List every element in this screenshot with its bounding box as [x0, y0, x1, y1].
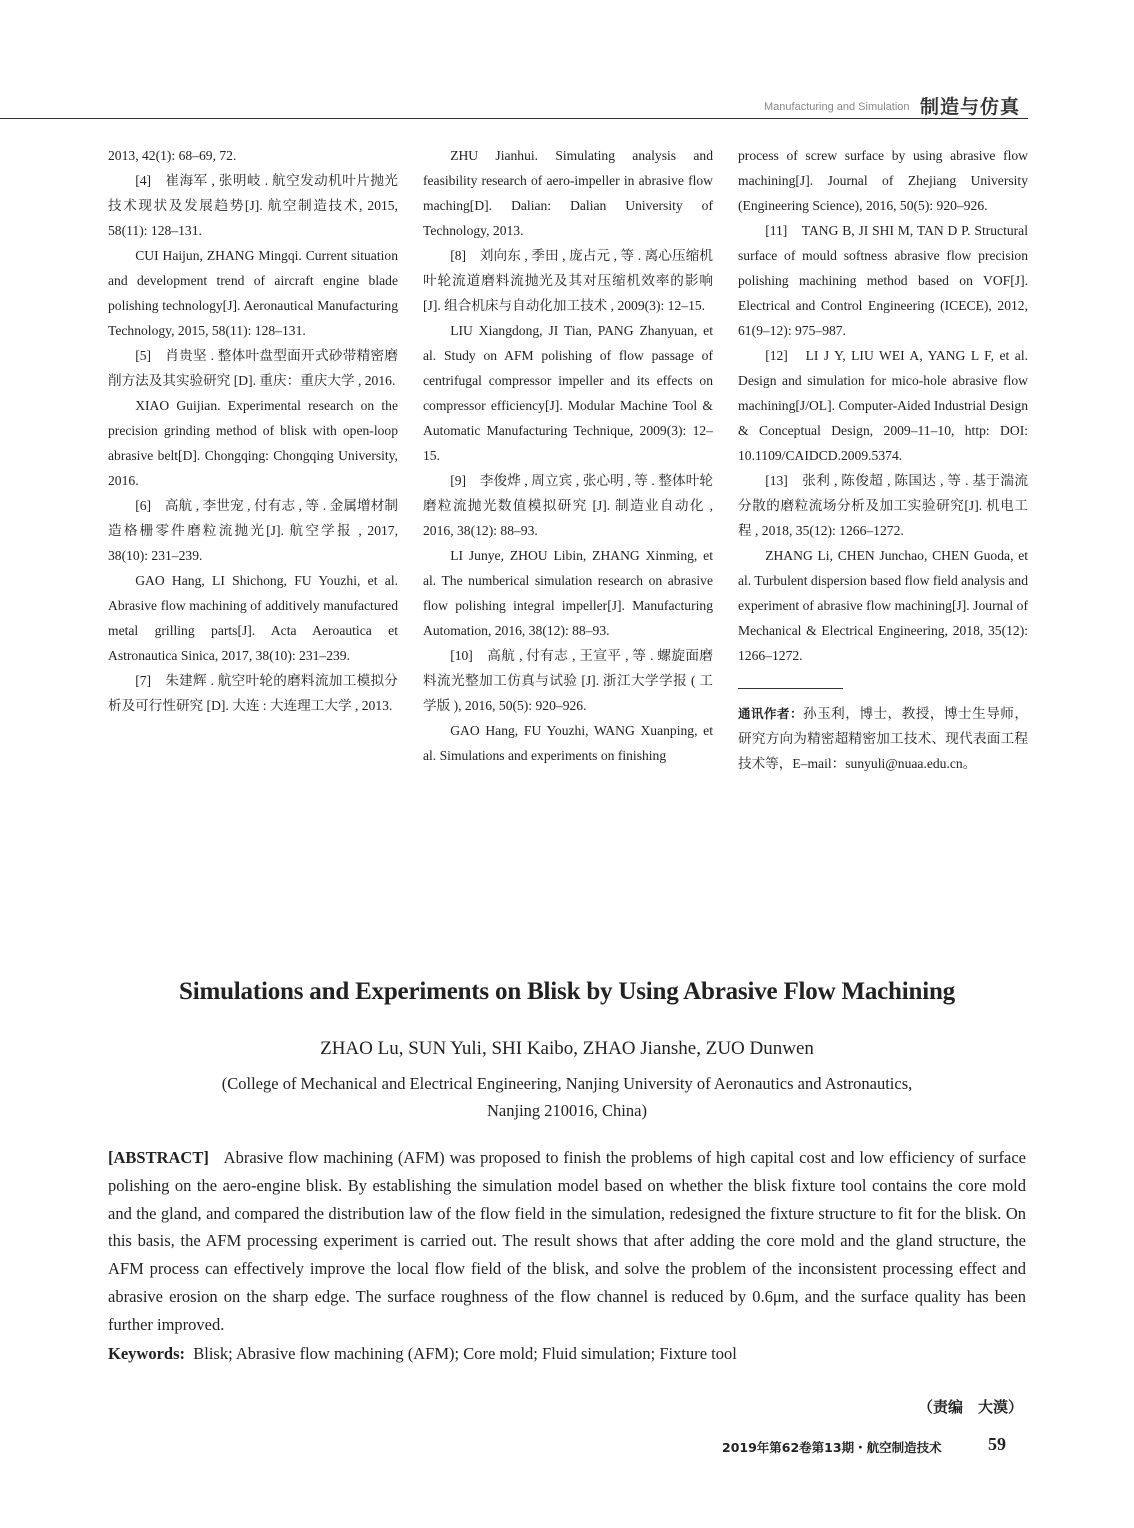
- abstract-label: [ABSTRACT]: [108, 1148, 209, 1167]
- references-column-3: [738, 143, 1028, 776]
- reference-paragraph: ZHU Jianhui. Simulating analysis and feasibility research of aero-impeller in abrasive flow maching[D]. Dalian: Dalian University of Technology, 2013.: [423, 148, 713, 238]
- reference-paragraph: XIAO Guijian. Experimental research on the precision grinding method of blisk with open-loop abrasive belt[D]. Chongqing: Chongqing University, 2016.: [108, 398, 398, 488]
- reference-paragraph: [13] 张利 , 陈俊超 , 陈国达 , 等 . 基于湍流分散的磨粒流场分析及加工实验研究[J]. 机电工程 , 2018, 35(12): 1266–1272.: [738, 473, 1028, 538]
- article-affiliation: [0, 1070, 1134, 1124]
- reference-paragraph: [9] 李俊烨 , 周立宾 , 张心明 , 等 . 整体叶轮磨粒流抛光数值模拟研究 [J]. 制造业自动化 , 2016, 38(12): 88–93.: [423, 473, 713, 538]
- abstract: [108, 1144, 1026, 1339]
- editor-note: （责编 大漠）: [918, 1398, 1024, 1416]
- keywords-label: Keywords:: [108, 1344, 185, 1363]
- keywords: [108, 1340, 1026, 1368]
- reference-paragraph: GAO Hang, LI Shichong, FU Youzhi, et al. Abrasive flow machining of additively manufactured metal grilling parts[J]. Acta Aeroautica et Astronautica Sinica, 2017, 38(10): 231–239.: [108, 573, 398, 663]
- reference-paragraph: [8] 刘向东 , 季田 , 庞占元 , 等 . 离心压缩机叶轮流道磨料流抛光及其对压缩机效率的影响 [J]. 组合机床与自动化加工技术 , 2009(3): 12–15.: [423, 248, 713, 313]
- reference-paragraph: GAO Hang, FU Youzhi, WANG Xuanping, et al. Simulations and experiments on finishing: [423, 723, 713, 763]
- contact-rule: [738, 688, 843, 689]
- reference-paragraph: [11] TANG B, JI SHI M, TAN D P. Structural surface of mould softness abrasive flow precision polishing machining method based on VOF[J]. Electrical and Control Engineering (ICECE), 2012, 61(9–12): 975–987.: [738, 223, 1028, 338]
- article-title: Simulations and Experiments on Blisk by Using Abrasive Flow Machining: [179, 978, 955, 1005]
- keywords-text: Blisk; Abrasive flow machining (AFM); Core mold; Fluid simulation; Fixture tool: [193, 1344, 737, 1363]
- footer-journal: 2019年第62卷第13期・航空制造技术: [722, 1440, 942, 1455]
- abstract-text: Abrasive flow machining (AFM) was proposed to finish the problems of high capital cost and low efficiency of surface polishing on the aero-engine blisk. By establishing the simulation model based on whether the blisk fixture tool contains the core mold and the gland, and compared the distribution law of the flow field in the simulation, redesigned the fixture structure to fit for the blisk. On this basis, the AFM processing experiment is carried out. The result shows that after adding the core mold and the gland structure, the AFM process can effectively improve the local flow field of the blisk, and solve the problem of the inconsistent processing effect and abrasive erosion on the sharp edge. The surface roughness of the flow channel is reduced by 0.6μm, and the surface quality has been further improved.: [108, 1148, 1027, 1334]
- reference-paragraph: [12] LI J Y, LIU WEI A, YANG L F, et al. Design and simulation for mico-hole abrasive flow machining[J/OL]. Computer-Aided Industrial Design & Conceptual Design, 2009–11–10, http: DOI: 10.1109/CAIDCD.2009.5374.: [738, 348, 1028, 463]
- header-rule: [0, 118, 1028, 119]
- reference-paragraph: ZHANG Li, CHEN Junchao, CHEN Guoda, et al. Turbulent dispersion based flow field analysis and experiment of abrasive flow machining[J]. Journal of Mechanical & Electrical Engineering, 2018, 35(12): 1266–1272.: [738, 548, 1028, 663]
- reference-paragraph: CUI Haijun, ZHANG Mingqi. Current situation and development trend of aircraft engine blade polishing technology[J]. Aeronautical Manufacturing Technology, 2015, 58(11): 128–131.: [108, 248, 398, 338]
- reference-paragraph: [6] 高航 , 李世宠 , 付有志 , 等 . 金属增材制造格栅零件磨粒流抛光[J]. 航空学报 , 2017, 38(10): 231–239.: [108, 498, 398, 563]
- reference-paragraph: LIU Xiangdong, JI Tian, PANG Zhanyuan, et al. Study on AFM polishing of flow passage of centrifugal compressor impeller and its effects on compressor efficiency[J]. Modular Machine Tool & Automatic Manufacturing Technique, 2009(3): 12–15.: [423, 323, 713, 463]
- affiliation-line-1: (College of Mechanical and Electrical Engineering, Nanjing University of Aeronautics and Astronautics,: [221, 1074, 913, 1093]
- page-number: 59: [988, 1434, 1006, 1454]
- corresponding-author-label: 通讯作者：: [738, 706, 803, 721]
- affiliation-line-2: Nanjing 210016, China): [487, 1101, 647, 1120]
- references-column-3-list: [738, 143, 1028, 668]
- corresponding-author-text: 孙玉利，博士，教授，博士生导师，研究方向为精密超精密加工技术、现代表面工程技术等，E–mail：sunyuli@nuaa.edu.cn。: [738, 706, 1028, 771]
- references-column-1: [108, 143, 398, 718]
- reference-paragraph: [7] 朱建辉 . 航空叶轮的磨料流加工模拟分析及可行性研究 [D]. 大连 : 大连理工大学 , 2013.: [108, 673, 398, 713]
- article-authors: ZHAO Lu, SUN Yuli, SHI Kaibo, ZHAO Jianshe, ZUO Dunwen: [320, 1038, 814, 1059]
- reference-paragraph: [4] 崔海军 , 张明岐 . 航空发动机叶片抛光技术现状及发展趋势[J]. 航空制造技术, 2015, 58(11): 128–131.: [108, 173, 398, 238]
- references-column-2: [423, 143, 713, 768]
- reference-paragraph: [5] 肖贵坚 . 整体叶盘型面开式砂带精密磨削方法及其实验研究 [D]. 重庆：重庆大学 , 2016.: [108, 348, 398, 388]
- corresponding-author-note: [738, 701, 1028, 776]
- header-section-cn: 制造与仿真: [920, 96, 1021, 118]
- reference-paragraph: 2013, 42(1): 68–69, 72.: [108, 148, 237, 163]
- reference-paragraph: LI Junye, ZHOU Libin, ZHANG Xinming, et al. The numberical simulation research on abrasive flow polishing integral impeller[J]. Manufacturing Automation, 2016, 38(12): 88–93.: [423, 548, 713, 638]
- reference-paragraph: process of screw surface by using abrasive flow machining[J]. Journal of Zhejiang University (Engineering Science), 2016, 50(5): 920–926.: [738, 148, 1028, 213]
- header-section-en: Manufacturing and Simulation: [764, 101, 910, 113]
- reference-paragraph: [10] 高航 , 付有志 , 王宣平 , 等 . 螺旋面磨料流光整加工仿真与试验 [J]. 浙江大学学报 ( 工学版 ), 2016, 50(5): 920–926.: [423, 648, 713, 713]
